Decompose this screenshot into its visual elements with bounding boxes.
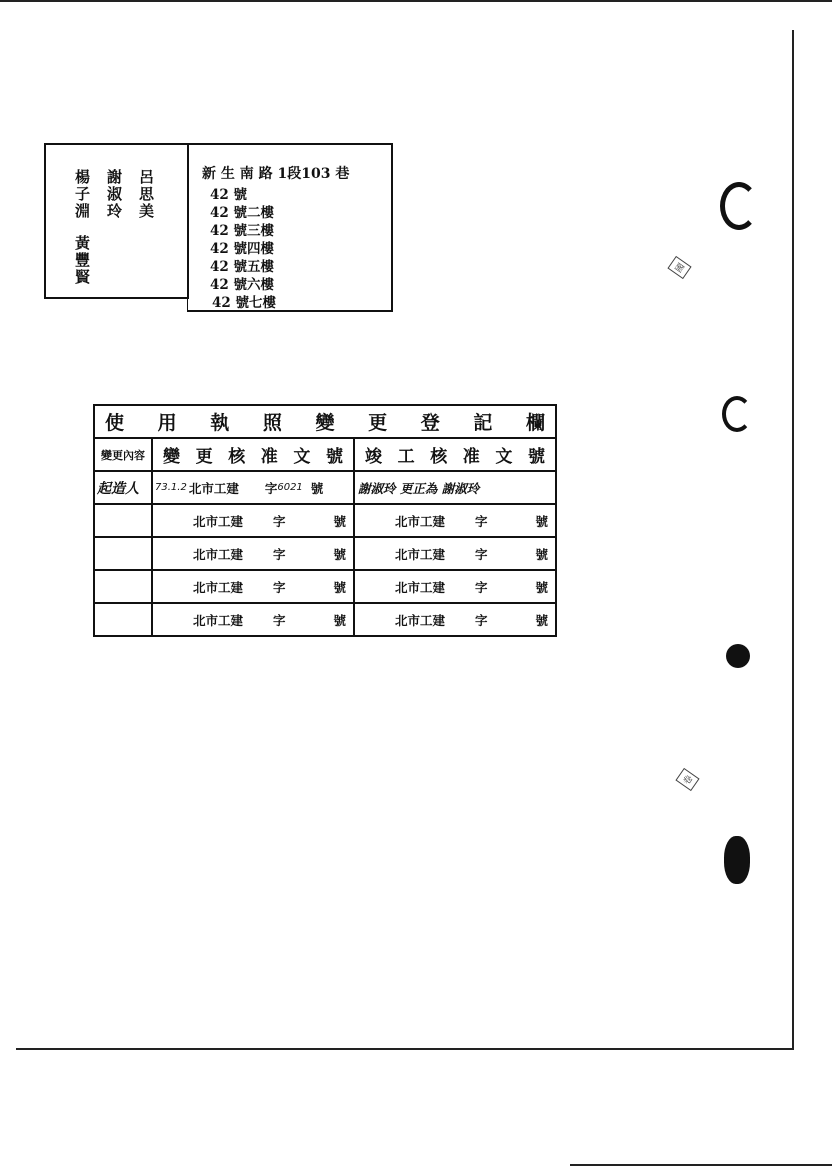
zi-label: 字	[273, 579, 286, 595]
zi-label: 字	[273, 513, 286, 529]
zi-label: 字	[475, 513, 488, 529]
change-content-cell	[94, 537, 152, 570]
binder-hole-mark	[726, 644, 750, 668]
office-label: 北市工建	[395, 546, 446, 562]
registry-title-char: 執	[210, 412, 230, 434]
floor-line: 42 號五樓	[210, 259, 274, 275]
office-label: 北市工建	[193, 546, 244, 562]
zi-label: 字	[273, 612, 286, 628]
floor-line: 42 號四樓	[210, 241, 274, 257]
header-change-no	[152, 438, 354, 471]
owner-name-col: 謝淑玲	[105, 169, 123, 220]
office-label: 北市工建	[193, 612, 244, 628]
header-change-char: 變	[163, 447, 180, 467]
binder-hole-mark	[722, 396, 752, 432]
hao-label: 號	[333, 579, 347, 595]
registry-title-char: 登	[420, 412, 440, 434]
stamp-mark: 國	[667, 256, 691, 279]
hao-label: 號	[535, 513, 549, 529]
header-completion-char: 號	[527, 447, 545, 467]
change-content-cell	[94, 570, 152, 603]
zi-label: 字	[475, 612, 488, 628]
registry-header-row	[94, 438, 556, 471]
change-no-cell	[152, 603, 354, 636]
office-label: 北市工建	[395, 612, 446, 628]
hao-label: 號	[535, 546, 549, 562]
office-label: 北市工建	[188, 480, 239, 496]
header-completion-char: 核	[430, 447, 448, 467]
registry-title-char: 記	[473, 412, 493, 434]
table-row	[94, 504, 556, 537]
completion-note: 謝淑玲 更正為 謝淑玲	[354, 471, 556, 504]
registry-title-char: 變	[315, 412, 335, 434]
hao-label: 號	[535, 579, 549, 595]
header-change-char: 核	[228, 447, 246, 467]
header-completion-char: 工	[397, 447, 415, 467]
change-content-cell	[94, 504, 152, 537]
hao-label: 號	[535, 612, 549, 628]
change-no-cell	[152, 471, 354, 504]
floor-line: 42 號三樓	[210, 223, 274, 239]
table-row	[94, 570, 556, 603]
table-row	[94, 537, 556, 570]
hao-label: 號	[333, 546, 347, 562]
registry-title-char: 用	[157, 412, 177, 434]
right-border-line	[792, 30, 794, 1050]
owner-name-col: 楊子淵	[73, 169, 91, 220]
address-box	[187, 143, 393, 312]
registry-title-char: 使	[105, 412, 125, 434]
binder-hole-mark	[720, 182, 758, 230]
change-number: 6021	[277, 482, 303, 493]
street-line: 新 生 南 路 1段103 巷	[202, 166, 350, 182]
hao-label: 號	[310, 480, 324, 496]
header-change-char: 更	[195, 447, 213, 467]
bottom-border-line	[16, 1048, 794, 1050]
owner-name-col: 黃豐賢	[73, 235, 91, 286]
header-content: 變更內容	[94, 438, 152, 471]
registry-title	[94, 405, 556, 438]
hao-label: 號	[333, 612, 347, 628]
header-change-char: 准	[260, 447, 278, 467]
office-label: 北市工建	[193, 513, 244, 529]
top-edge-line	[0, 0, 832, 2]
zi-label: 字	[264, 480, 278, 496]
header-completion-char: 竣	[365, 447, 382, 467]
registry-title-char: 更	[368, 412, 388, 434]
owners-box	[44, 143, 189, 299]
header-completion-char: 准	[462, 447, 480, 467]
registry-title-char: 照	[262, 412, 282, 434]
floor-line: 42 號六樓	[210, 277, 274, 293]
office-label: 北市工建	[395, 513, 446, 529]
completion-no-cell	[354, 603, 556, 636]
zi-label: 字	[273, 546, 286, 562]
floor-line: 42 號七樓	[212, 295, 276, 311]
change-date: 73.1.2	[155, 482, 187, 493]
completion-no-cell	[354, 537, 556, 570]
change-content-cell: 起造人	[94, 471, 152, 504]
change-content-cell	[94, 603, 152, 636]
zi-label: 字	[475, 546, 488, 562]
change-no-cell	[152, 504, 354, 537]
binder-hole-mark	[724, 836, 750, 884]
change-no-cell	[152, 537, 354, 570]
header-completion-no	[354, 438, 556, 471]
office-label: 北市工建	[193, 579, 244, 595]
registry-title-char: 欄	[526, 412, 546, 434]
owner-name-col: 呂思美	[137, 169, 155, 220]
header-completion-char: 文	[495, 447, 513, 467]
floor-line: 42 號二樓	[210, 205, 274, 221]
change-no-cell	[152, 570, 354, 603]
table-row	[94, 603, 556, 636]
stamp-mark: 卷	[675, 768, 699, 791]
hao-label: 號	[333, 513, 347, 529]
registry-title-row	[94, 405, 556, 438]
table-row	[94, 471, 556, 504]
completion-no-cell	[354, 504, 556, 537]
bottom-edge-line	[570, 1164, 832, 1166]
header-change-char: 文	[293, 447, 311, 467]
office-label: 北市工建	[395, 579, 446, 595]
license-change-registry	[93, 404, 557, 637]
zi-label: 字	[475, 579, 488, 595]
completion-no-cell	[354, 570, 556, 603]
header-change-char: 號	[325, 447, 343, 467]
floor-line: 42 號	[210, 187, 247, 203]
